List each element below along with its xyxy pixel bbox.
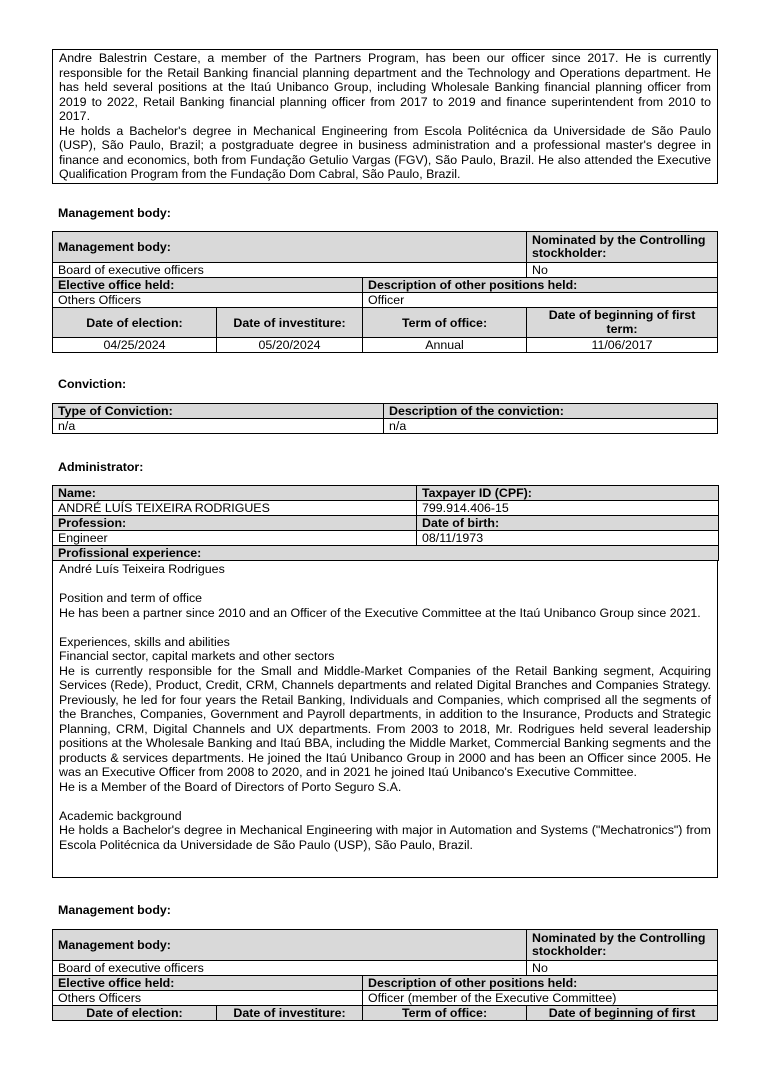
management-body-label: Management body: xyxy=(53,930,527,961)
cpf-value: 799.914.406-15 xyxy=(417,501,719,516)
bio-paragraph: Andre Balestrin Cestare, a member of the Partners Program, has been our officer since 2017. He is currently responsible for the Retail Banking financial planning department and the Technology and Operations department. He has held several positions at the Itaú Unibanco Group, including Wholesale Banking financial planning officer from 2019 to 2022, Retail Banking financial planning officer from 2017 to 2019 and finance superintendent from 2010 to 2017. xyxy=(59,51,711,123)
bio-box xyxy=(52,49,718,184)
nominated-value: No xyxy=(527,263,718,278)
first-term-value: 11/06/2017 xyxy=(527,338,718,353)
management-body-label: Management body: xyxy=(53,232,527,263)
name-label: Name: xyxy=(53,486,417,501)
nominated-label: Nominated by the Controlling stockholder: xyxy=(527,930,718,961)
date-of-birth-label: Date of birth: xyxy=(417,516,719,531)
management-body-table xyxy=(52,231,717,353)
professional-experience-label: Profissional experience: xyxy=(53,546,719,561)
elective-office-value: Others Officers xyxy=(53,991,363,1006)
date-of-election-label: Date of election: xyxy=(53,1006,217,1021)
skills-title: Experiences, skills and abilities xyxy=(59,634,230,649)
term-of-office-value: Annual xyxy=(363,338,527,353)
experience-name: André Luís Teixeira Rodrigues xyxy=(59,562,225,576)
management-body-value: Board of executive officers xyxy=(53,961,527,976)
conviction-description-value: n/a xyxy=(384,419,718,434)
bio-paragraph: He holds a Bachelor's degree in Mechanical Engineering from Escola Politécnica da Universidade de São Paulo (USP), São Paulo, Brazil; a postgraduate degree in business administration and a professional master's degree in finance and economics, both from Fundação Getulio Vargas (FGV), São Paulo, Brazil. He also attended the Executive Qualification Program from the Fundação Dom Cabral, São Paulo, Brazil. xyxy=(59,123,711,181)
elective-office-value: Others Officers xyxy=(53,293,363,308)
management-body-heading-2: Management body: xyxy=(58,903,171,917)
conviction-heading: Conviction: xyxy=(58,377,127,391)
date-of-investiture-label: Date of investiture: xyxy=(217,308,363,338)
administrator-table xyxy=(52,485,718,878)
academic-text: He holds a Bachelor's degree in Mechanical Engineering with major in Automation and Systems ("Mechatronics") from Escola Politécnica da Universidade de São Paulo (USP), São Paulo, Brazil. xyxy=(59,823,711,852)
academic-title: Academic background xyxy=(59,808,182,823)
date-of-investiture-value: 05/20/2024 xyxy=(217,338,363,353)
elective-office-label: Elective office held: xyxy=(53,278,363,293)
management-body-heading: Management body: xyxy=(58,206,171,220)
administrator-heading: Administrator: xyxy=(58,460,144,474)
skills-text: He is currently responsible for the Small and Middle-Market Companies of the Retail Banking segment, Acquiring Services (Rede), Product, Credit, CRM, Channels departments and related Digital Branches and Companies Strategy. Previously, he led for four years the Retail Banking, Individuals and Companies, which comprised all the segments of the Branches, Companies, Government and Payroll departments, in addition to the Insurance, Products and Strategic Planning, CRM, Digital Channels and UX departments. From 2003 to 2018, Mr. Rodrigues held several leadership positions at the Wholesale Banking and Itaú BBA, including the Middle Market, Commercial Banking segments and the products & services departments. He joined the Itaú Unibanco Group in 2000 and has been an Officer since 2005. He was an Executive Officer from 2008 to 2020, and in 2021 he joined Itaú Unibanco's Executive Committee. xyxy=(59,663,711,779)
other-positions-label: Description of other positions held: xyxy=(363,278,718,293)
date-of-election-label: Date of election: xyxy=(53,308,217,338)
other-positions-value: Officer xyxy=(363,293,718,308)
name-value: ANDRÉ LUÍS TEIXEIRA RODRIGUES xyxy=(53,501,417,516)
position-term-text: He has been a partner since 2010 and an Officer of the Executive Committee at the Itaú Unibanco Group since 2021. xyxy=(59,605,701,620)
first-term-label: Date of beginning of first xyxy=(527,1006,718,1021)
conviction-type-label: Type of Conviction: xyxy=(53,404,384,419)
conviction-description-label: Description of the conviction: xyxy=(384,404,718,419)
nominated-value: No xyxy=(527,961,718,976)
cpf-label: Taxpayer ID (CPF): xyxy=(417,486,719,501)
first-term-label: Date of beginning of first term: xyxy=(527,308,718,338)
nominated-label: Nominated by the Controlling stockholder: xyxy=(527,232,718,263)
date-of-birth-value: 08/11/1973 xyxy=(417,531,719,546)
elective-office-label: Elective office held: xyxy=(53,976,363,991)
term-of-office-label: Term of office: xyxy=(363,308,527,338)
management-body-value: Board of executive officers xyxy=(53,263,527,278)
date-of-investiture-label: Date of investiture: xyxy=(217,1006,363,1021)
board-text: He is a Member of the Board of Directors of Porto Seguro S.A. xyxy=(59,779,402,794)
other-positions-label: Description of other positions held: xyxy=(363,976,718,991)
other-positions-value: Officer (member of the Executive Committee) xyxy=(363,991,718,1006)
management-body-table-2 xyxy=(52,929,717,1021)
skills-subtitle: Financial sector, capital markets and other sectors xyxy=(59,649,335,663)
conviction-table xyxy=(52,403,717,434)
profession-label: Profession: xyxy=(53,516,417,531)
position-term-title: Position and term of office xyxy=(59,591,203,605)
conviction-type-value: n/a xyxy=(53,419,384,434)
professional-experience-box xyxy=(52,561,718,878)
term-of-office-label: Term of office: xyxy=(363,1006,527,1021)
date-of-election-value: 04/25/2024 xyxy=(53,338,217,353)
profession-value: Engineer xyxy=(53,531,417,546)
